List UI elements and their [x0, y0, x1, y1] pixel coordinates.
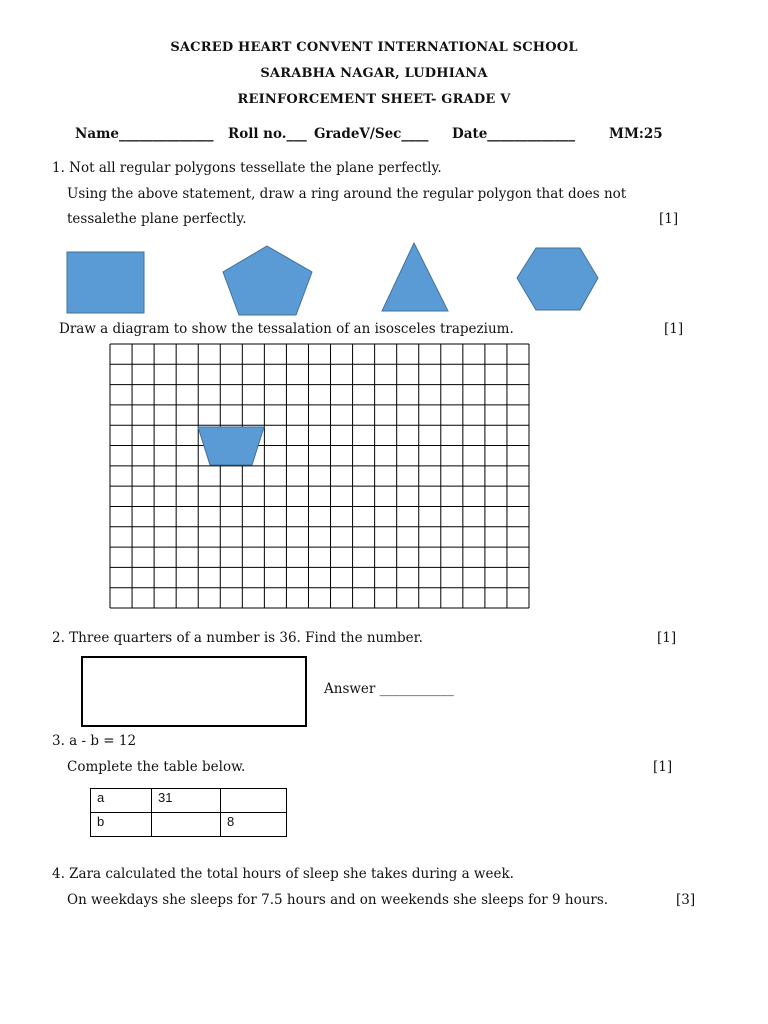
grade-section-field: GradeV/Sec____ — [314, 126, 429, 142]
q1-instruction-line1: Using the above statement, draw a ring around the regular polygon that does not — [67, 186, 627, 202]
q1-marks: [1] — [659, 211, 679, 227]
working-box[interactable] — [81, 656, 307, 727]
table-cell-blank[interactable] — [152, 813, 221, 837]
q3-equation: 3. a - b = 12 — [52, 733, 137, 749]
table-cell: a — [91, 789, 152, 813]
school-name: SACRED HEART CONVENT INTERNATIONAL SCHOOL — [170, 40, 578, 55]
table-cell: 8 — [221, 813, 287, 837]
school-address: SARABHA NAGAR, LUDHIANA — [260, 66, 488, 81]
q4-line1: 4. Zara calculated the total hours of sleep she takes during a week. — [52, 866, 514, 882]
q3-instruction: Complete the table below. — [67, 759, 246, 775]
table-row — [91, 813, 287, 837]
q1-instruction-line2: tessalethe plane perfectly. — [67, 211, 247, 227]
roll-field: Roll no.___ — [228, 126, 307, 142]
q2-answer-line[interactable]: Answer ___________ — [324, 681, 454, 697]
table-cell-blank[interactable] — [221, 789, 287, 813]
q1-part-b-marks: [1] — [664, 321, 684, 337]
q2-marks: [1] — [657, 630, 677, 646]
table-cell: 31 — [152, 789, 221, 813]
table-row — [91, 789, 287, 813]
q4-line2: On weekdays she sleeps for 7.5 hours and on weekends she sleeps for 9 hours. — [67, 892, 609, 908]
q3-marks: [1] — [653, 759, 673, 775]
ab-table — [90, 788, 287, 837]
sheet-title: REINFORCEMENT SHEET- GRADE V — [237, 92, 511, 107]
max-marks: MM:25 — [609, 126, 663, 142]
table-cell: b — [91, 813, 152, 837]
q1-statement: 1. Not all regular polygons tessellate the plane perfectly. — [52, 160, 442, 176]
q2-text: 2. Three quarters of a number is 36. Find the number. — [52, 630, 423, 646]
date-field: Date_____________ — [452, 126, 576, 142]
q4-marks: [3] — [676, 892, 696, 908]
q1-part-b: Draw a diagram to show the tessalation of an isosceles trapezium. — [59, 321, 514, 337]
name-field: Name______________ — [75, 126, 214, 142]
trapezium-shape — [198, 427, 264, 465]
